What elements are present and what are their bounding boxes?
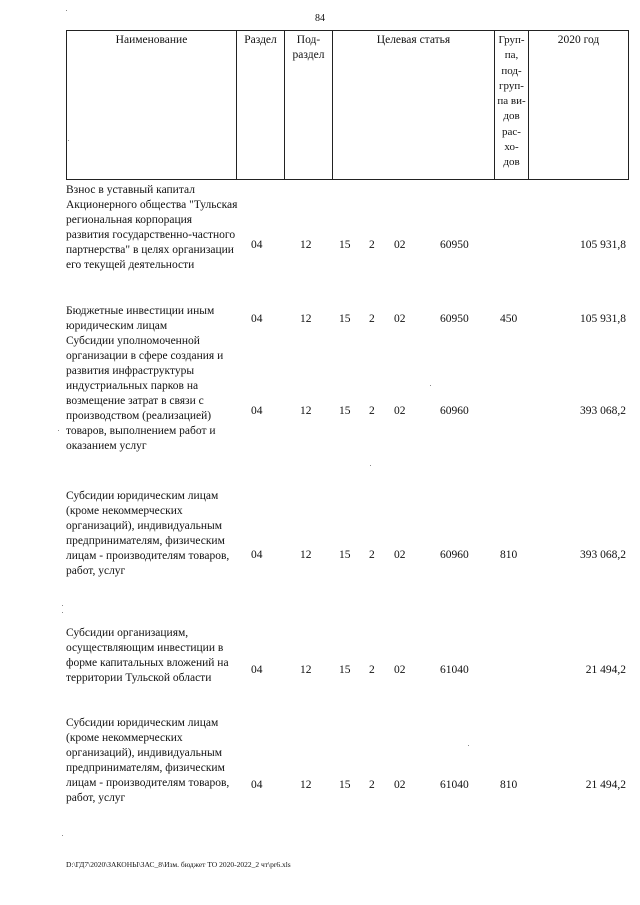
row-5-podrazdel: 12 — [300, 779, 312, 791]
row-0-razdel: 04 — [251, 239, 263, 251]
header-subsection: Под- раздел — [285, 31, 333, 179]
header-group: Груп- па, под- груп- па ви- дов рас- хо- дов — [495, 31, 529, 179]
scan-speck — [468, 745, 469, 746]
row-3-cs4: 60960 — [440, 549, 469, 561]
row-1-cs1: 15 — [339, 313, 351, 325]
row-0-amount: 105 931,8 — [580, 239, 626, 251]
row-2-cs3: 02 — [394, 405, 406, 417]
scan-speck — [62, 612, 63, 613]
row-5-razdel: 04 — [251, 779, 263, 791]
row-5-cs3: 02 — [394, 779, 406, 791]
row-2-cs1: 15 — [339, 405, 351, 417]
header-target: Целевая статья — [333, 31, 495, 179]
row-3-vr: 810 — [500, 549, 518, 561]
header-year: 2020 год — [557, 34, 600, 46]
scan-speck — [58, 430, 59, 431]
row-4-name: Субсидии организациям, осуществляющим инвестиции в форме капитальных вложений на территории Тульской области — [66, 627, 229, 684]
row-1-podrazdel: 12 — [300, 313, 312, 325]
row-5-amount: 21 494,2 — [585, 779, 626, 791]
row-0-cs1: 15 — [339, 239, 351, 251]
row-1-cs4: 60950 — [440, 313, 469, 325]
row-0-cs3: 02 — [394, 239, 406, 251]
header-section: Раздел — [237, 31, 285, 179]
row-5-name: Субсидии юридическим лицам (кроме некоммерческих организаций), индивидуальным предпринимателям, физическим лицам - производителям товаров, работ, услуг — [66, 717, 230, 804]
scan-speck — [370, 465, 371, 466]
scan-speck — [62, 605, 63, 606]
page-number: 84 — [315, 13, 325, 24]
row-3-cs3: 02 — [394, 549, 406, 561]
row-3-cs1: 15 — [339, 549, 351, 561]
row-1-cs2: 2 — [369, 313, 375, 325]
row-4-podrazdel: 12 — [300, 664, 312, 676]
footer-file-path: D:\ГД7\2020\ЗАКОНЫ\ЗАС_8\Изм. бюджет ТО 2020-2022_2 чт\pr6.xls — [66, 860, 291, 869]
row-1-amount: 105 931,8 — [580, 313, 626, 325]
row-0-name: Взнос в уставный капитал Акционерного общества "Тульская региональная корпорация развития государственно-частного партнерства" в целях организации его текущей деятельности — [66, 184, 238, 271]
header-name: Наименование — [67, 31, 237, 179]
row-0-cs4: 60950 — [440, 239, 469, 251]
row-3-amount: 393 068,2 — [580, 549, 626, 561]
row-2-amount: 393 068,2 — [580, 405, 626, 417]
row-4-amount: 21 494,2 — [585, 664, 626, 676]
row-2-razdel: 04 — [251, 405, 263, 417]
row-5-cs1: 15 — [339, 779, 351, 791]
scan-speck — [430, 385, 431, 386]
row-4-razdel: 04 — [251, 664, 263, 676]
row-3-razdel: 04 — [251, 549, 263, 561]
scan-speck — [68, 140, 69, 141]
row-2-cs4: 60960 — [440, 405, 469, 417]
scan-speck — [62, 835, 63, 836]
table-header — [66, 30, 629, 180]
row-1-cs3: 02 — [394, 313, 406, 325]
row-3-podrazdel: 12 — [300, 549, 312, 561]
row-3-cs2: 2 — [369, 549, 375, 561]
row-2-name: Субсидии уполномоченной организации в сфере создания и развития инфраструктуры индустриальных парков на возмещение затрат в связи с производством (реализацией) товаров, выполнением работ и оказанием услуг — [66, 335, 224, 452]
row-5-cs4: 61040 — [440, 779, 469, 791]
row-4-cs3: 02 — [394, 664, 406, 676]
row-3-name: Субсидии юридическим лицам (кроме некоммерческих организаций), индивидуальным предпринимателям, физическим лицам - производителям товаров, работ, услуг — [66, 490, 230, 577]
row-2-podrazdel: 12 — [300, 405, 312, 417]
row-5-vr: 810 — [500, 779, 518, 791]
row-0-podrazdel: 12 — [300, 239, 312, 251]
row-4-cs4: 61040 — [440, 664, 469, 676]
row-5-cs2: 2 — [369, 779, 375, 791]
row-4-cs1: 15 — [339, 664, 351, 676]
row-1-vr: 450 — [500, 313, 518, 325]
row-1-name: Бюджетные инвестиции иным юридическим лицам — [66, 305, 215, 332]
row-0-cs2: 2 — [369, 239, 375, 251]
row-1-razdel: 04 — [251, 313, 263, 325]
row-2-cs2: 2 — [369, 405, 375, 417]
scan-speck — [66, 10, 67, 11]
row-4-cs2: 2 — [369, 664, 375, 676]
